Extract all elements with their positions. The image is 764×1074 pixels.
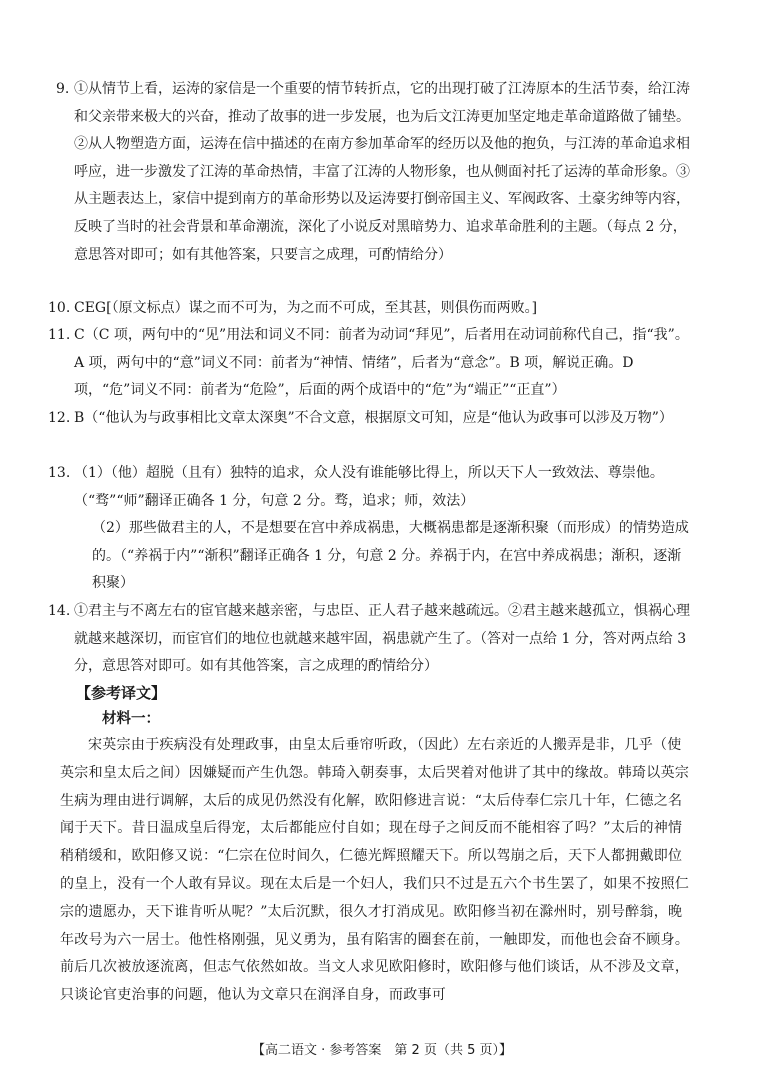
answer-9	[56, 76, 692, 269]
reference-translation-heading: 【参考译文】	[76, 684, 167, 702]
answer-text: C（C 项，两句中的“见”用法和词义不同：前者为动词“拜见”，后者用在动词前称代自己，指“我”。A 项，两句中的“意”词义不同：前者为“神情、情绪”，后者为“意念”。B 项，解说正确。D 项，“危”词义不同：前者为“危险”，后面的两个成语中的“危”为“端正”“正直”）	[74, 327, 689, 399]
answer-12	[48, 405, 692, 433]
answer-14	[48, 598, 692, 681]
answer-number: 12.	[48, 410, 71, 426]
answer-10	[48, 295, 692, 323]
answer-13-1	[48, 460, 692, 515]
answer-number: 13.	[48, 465, 71, 481]
answer-11	[48, 322, 692, 405]
answer-number: 14.	[48, 603, 71, 619]
answer-text: （1）（他）超脱（且有）独特的追求，众人没有谁能够比得上，所以天下人一致效法、尊崇他。（“骛”“师”翻译正确各 1 分，句意 2 分。骛，追求；师，效法）	[74, 465, 664, 509]
answer-text: ①君主与不离左右的宦官越来越亲密，与忠臣、正人君子越来越疏远。②君主越来越孤立，惧祸心理就越来越深切，而宦官们的地位也就越来越牢固，祸患就产生了。（答对一点给 1 分，答对两点给 3 分，意思答对即可。如有其他答案，言之成理的酌情给分）	[74, 603, 690, 675]
answer-number: 10.	[48, 300, 71, 316]
answer-number: 9.	[56, 81, 70, 97]
answer-number: 11.	[48, 327, 71, 343]
answer-text: B（“他认为与政事相比文章太深奥”不合文意，根据原文可知，应是“他认为政事可以涉及万物”）	[74, 410, 673, 426]
material-one-label: 材料一：	[102, 711, 160, 727]
page-footer: 【高二语文 · 参考答案 第 2 页（共 5 页）】	[252, 1043, 512, 1058]
answer-text: CEG[（原文标点）谋之而不可为，为之而不可成，至其甚，则俱伤而两败。]	[74, 300, 538, 316]
translation-paragraph: 宋英宗由于疾病没有处理政事，由皇太后垂帘听政，（因此）左右亲近的人搬弄是非，几乎（使英宗和皇太后之间）因嫌疑而产生仇怨。韩琦入朝奏事，太后哭着对他讲了其中的缘故。韩琦以英宗生病为理由进行调解，太后的成见仍然没有化解，欧阳修进言说：“太后侍奉仁宗几十年，仁德之名闻于天下。昔日温成皇后得宠，太后都能应付自如；现在母子之间反而不能相容了吗？”太后的神情稍稍缓和，欧阳修又说：“仁宗在位时间久，仁德光辉照耀天下。所以驾崩之后，天下人都拥戴即位的皇上，没有一个人敢有异议。现在太后是一个妇人，我们只不过是五六个书生罢了，如果不按照仁宗的遗愿办，天下谁肯听从呢？”太后沉默，很久才打消成见。欧阳修当初在滁州时，别号醉翁，晚年改号为六一居士。他性格刚强，见义勇为，虽有陷害的圈套在前，一触即发，而他也会奋不顾身。前后几次被放逐流离，但志气依然如故。当文人求见欧阳修时，欧阳修与他们谈话，从不涉及文章，只谈论官吏治事的问题，他认为文章只在润泽自身，而政事可	[60, 737, 690, 1004]
answer-text: ①从情节上看，运涛的家信是一个重要的情节转折点，它的出现打破了江涛原本的生活节奏，给江涛和父亲带来极大的兴奋，推动了故事的进一步发展，也为后文江涛更加坚定地走革命道路做了铺垫。②从人物塑造方面，运涛在信中描述的在南方参加革命军的经历以及他的抱负，与江涛的革命追求相呼应，进一步激发了江涛的革命热情，丰富了江涛的人物形象，也从侧面衬托了运涛的革命形象。③从主题表达上，家信中提到南方的革命形势以及运涛要打倒帝国主义、军阀政客、土豪劣绅等内容，反映了当时的社会背景和革命潮流，深化了小说反对黑暗势力、追求革命胜利的主题。（每点 2 分，意思答对即可；如有其他答案，只要言之成理，可酌情给分）	[74, 81, 690, 263]
answer-13-2: （2）那些做君主的人，不是想要在宫中养成祸患，大概祸患都是逐渐积聚（而形成）的情势造成的。（“养祸于内”“渐积”翻译正确各 1 分，句意 2 分。养祸于内，在宫中养成祸患；渐积，逐渐积聚）	[92, 520, 689, 592]
